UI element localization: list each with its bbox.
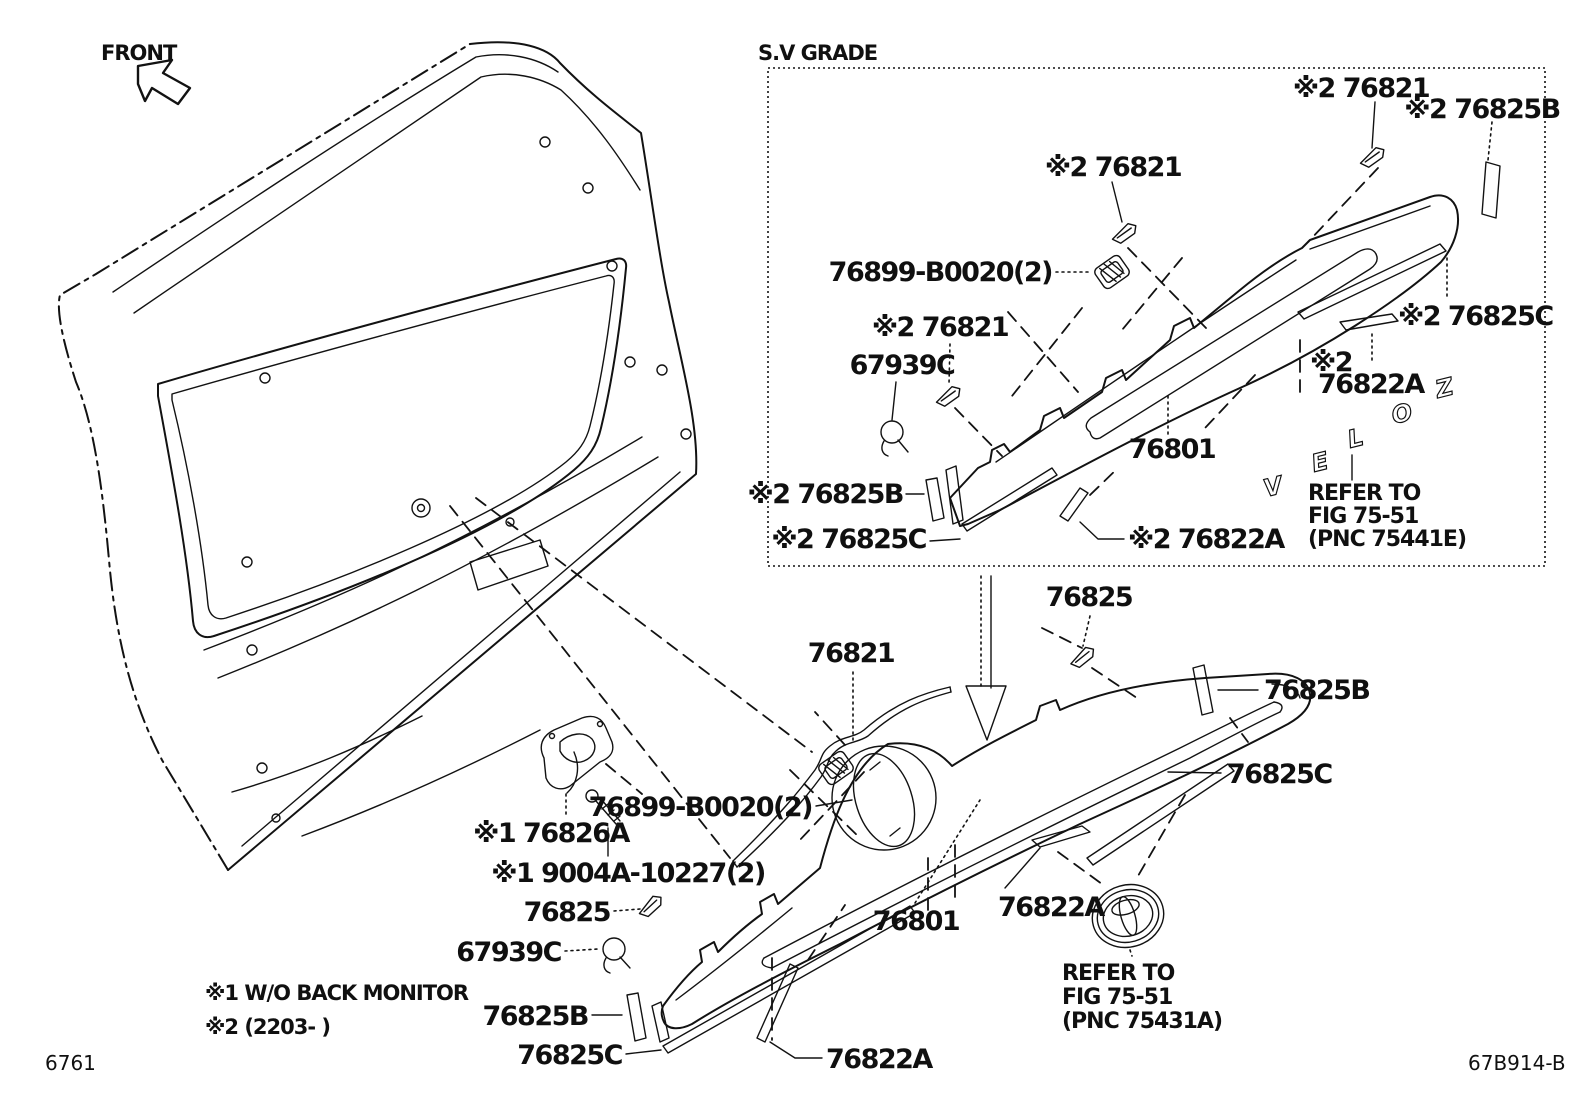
main-label-67939c: 67939C	[456, 937, 561, 968]
inset-refer-line1: REFER TO	[1308, 481, 1421, 506]
main-label-76825c-left: 76825C	[517, 1040, 622, 1071]
sv-grade-inset	[748, 41, 1560, 566]
main-assembly	[456, 582, 1369, 1075]
tailgate-inner-line-2	[218, 457, 658, 678]
main-clip-76825-top	[1067, 645, 1097, 669]
inset-label-76825c-right: ※2 76825C	[1398, 301, 1553, 332]
tailgate-inner-edge	[242, 472, 680, 846]
main-label-9004a: ※1 9004A-10227(2)	[491, 858, 765, 889]
inset-strip-76825b-right	[1482, 162, 1500, 218]
inset-refer-line3: (PNC 75441E)	[1308, 527, 1467, 552]
inset-label-76825b-left: ※2 76825B	[747, 479, 903, 510]
inset-label-76825c-left: ※2 76825C	[771, 524, 926, 555]
main-refer-line2: FIG 75-51	[1062, 985, 1173, 1010]
camera-76826a	[541, 716, 613, 793]
tailgate-drawing	[59, 42, 812, 870]
main-label-76825-top: 76825	[1045, 582, 1133, 613]
wiper-pivot-outer	[412, 499, 430, 517]
main-label-76826a: ※1 76826A	[473, 818, 629, 849]
wiper-pivot-inner	[418, 505, 425, 512]
footnote-1: ※1 W/O BACK MONITOR	[205, 981, 469, 1005]
camera-hole	[843, 746, 926, 855]
front-label: FRONT	[101, 41, 177, 65]
inset-clip-76821-top	[1358, 146, 1388, 169]
inset-label-76822a-right: 76822A	[1318, 369, 1424, 400]
front-indicator	[101, 41, 190, 104]
inset-garnish-76801	[946, 195, 1458, 526]
inset-label-76822a-right-mark: ※2	[1310, 347, 1353, 378]
explode-direction-arrow	[966, 576, 1006, 740]
front-arrow-icon	[138, 60, 190, 104]
inset-label-76822a-bottom: ※2 76822A	[1128, 524, 1284, 555]
main-clip-76825-left	[635, 894, 665, 920]
emblem-letter-z: Z	[1432, 372, 1457, 404]
main-molding-76821	[733, 687, 951, 867]
main-grommet-67939c	[603, 938, 630, 973]
inset-label-76821-top: ※2 76821	[1292, 73, 1430, 104]
inset-label-76825b-top: ※2 76825B	[1404, 94, 1560, 125]
figure-code-left: 6761	[45, 1051, 96, 1075]
inset-strip-76825c-left	[962, 468, 1057, 531]
main-label-76825-left: 76825	[523, 897, 610, 928]
inset-refer-line2: FIG 75-51	[1308, 504, 1419, 529]
main-label-76801: 76801	[872, 906, 960, 937]
figure-code-right: 67B914-B	[1468, 1051, 1566, 1075]
latch-recess	[470, 540, 548, 590]
tailgate-holes	[242, 137, 691, 822]
main-label-76821: 76821	[807, 638, 895, 669]
inset-strip-76825b-left	[926, 478, 944, 521]
projection-dash-2	[476, 498, 812, 752]
main-strip-76825b-left	[627, 993, 646, 1041]
footnote-2: ※2 (2203- )	[205, 1015, 331, 1039]
main-refer-line1: REFER TO	[1062, 961, 1175, 986]
camera-boss-ring	[832, 746, 936, 850]
main-strip-76825b-right	[1193, 665, 1213, 715]
tailgate-lower-curve-1	[232, 716, 422, 792]
main-label-76825c-right: 76825C	[1227, 759, 1332, 790]
inset-label-76899: 76899-B0020(2)	[828, 257, 1052, 288]
main-label-76825b-left: 76825B	[482, 1001, 588, 1032]
emblem-letter-e: E	[1308, 446, 1332, 478]
inset-clip-76821-mid	[1110, 222, 1140, 245]
inset-label-76821-low: ※2 76821	[871, 312, 1009, 343]
inset-grommet-67939c	[881, 421, 908, 456]
main-label-76822a-right: 76822A	[998, 892, 1104, 923]
inset-label-76821-mid: ※2 76821	[1044, 152, 1182, 183]
emblem-letter-o: O	[1388, 397, 1416, 430]
inset-label-67939c: 67939C	[849, 350, 955, 381]
inset-clip-76821-low	[934, 385, 964, 408]
emblem-letter-l: L	[1344, 422, 1367, 454]
tailgate-window-outer	[158, 258, 626, 637]
inset-strip-76822a-bottom	[1060, 488, 1088, 521]
main-label-76825b-right: 76825B	[1264, 675, 1370, 706]
main-refer-line3: (PNC 75431A)	[1062, 1009, 1223, 1034]
inset-label-76801: 76801	[1128, 434, 1216, 465]
tailgate-outline	[228, 42, 696, 870]
main-strip-76825c-right	[1087, 764, 1234, 865]
emblem-letter-v: V	[1260, 471, 1286, 503]
main-label-76822a-bottom: 76822A	[826, 1044, 932, 1075]
inset-grommet-76899	[1093, 254, 1131, 291]
tailgate-window-inner	[172, 275, 614, 618]
tailgate-outline-hidden	[59, 44, 470, 870]
tailgate-spoiler-line-2	[134, 74, 640, 313]
inset-title: S.V GRADE	[758, 41, 878, 65]
main-label-76899: 76899-B0020(2)	[588, 792, 812, 823]
tailgate-spoiler-line-1	[113, 55, 558, 292]
